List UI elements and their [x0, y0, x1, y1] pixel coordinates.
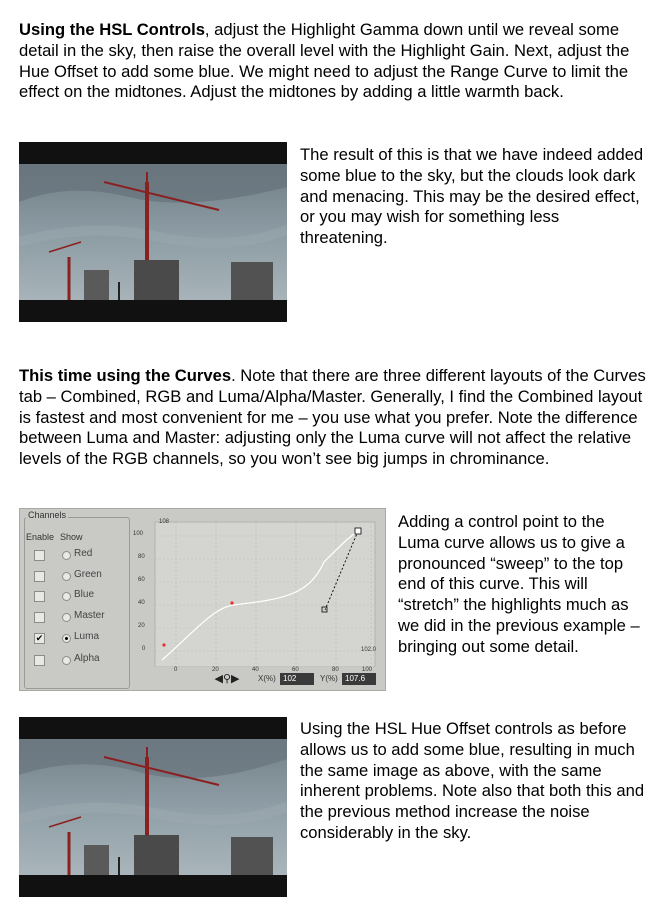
y-tick-0: 0 [142, 646, 146, 652]
x-value-label: X(%) [258, 674, 276, 683]
channel-label-blue: Blue [74, 589, 95, 600]
graph-right-marker: 102.0 [361, 647, 377, 653]
y-value-field[interactable]: 107.6 [342, 673, 376, 685]
show-radio-green[interactable] [62, 572, 71, 581]
channel-label-red: Red [74, 548, 93, 559]
x-tick-0: 0 [174, 667, 178, 673]
x-tick-20: 20 [212, 667, 219, 673]
enable-checkbox-alpha[interactable] [34, 655, 45, 666]
show-radio-alpha[interactable] [62, 656, 71, 665]
x-tick-60: 60 [292, 667, 299, 673]
enable-checkbox-blue[interactable] [34, 591, 45, 602]
show-radio-luma[interactable] [62, 634, 71, 643]
enable-checkbox-master[interactable] [34, 612, 45, 623]
channel-row-master [20, 609, 128, 627]
show-radio-master[interactable] [62, 613, 71, 622]
x-tick-80: 80 [332, 667, 339, 673]
y-tick-80: 80 [138, 554, 145, 560]
channel-row-red [20, 547, 128, 565]
x-tick-100: 100 [362, 667, 373, 673]
luma-curve-graph[interactable] [134, 517, 379, 667]
paragraph-hsl-text: , adjust the Highlight Gamma down until we reveal some detail in the sky, then raise the overall level with the Highlight Gain. Next, adjust the Hue Offset to add some blue. We might need to adjust the Range Curve to limit the effect on the midtones. Adjust the midtones by adding a little warmth back. [19, 20, 630, 102]
channels-group-title: Channels [28, 510, 67, 520]
y-tick-100: 100 [133, 531, 144, 537]
paragraph-hsl-controls [19, 20, 649, 103]
enable-checkbox-green[interactable] [34, 571, 45, 582]
caption-hsl-hue-offset: Using the HSL Hue Offset controls as before allows us to add some blue, resulting in much the same image as above, with the same inherent problems. Note also that both this and the previous method increase the noise considerably in the sky. [300, 719, 645, 842]
channel-label-master: Master [74, 610, 105, 621]
channel-row-blue [20, 588, 128, 606]
show-radio-blue[interactable] [62, 592, 71, 601]
heading-curves: This time using the Curves [19, 366, 232, 385]
enable-checkbox-red[interactable] [34, 550, 45, 561]
point-navigator-icon[interactable]: ◀⚲▶ [214, 673, 240, 685]
channel-label-alpha: Alpha [74, 653, 100, 664]
graph-top-marker: 108 [159, 519, 170, 525]
crane-photo-1 [19, 142, 287, 322]
channel-label-luma: Luma [74, 631, 100, 642]
y-tick-20: 20 [138, 623, 145, 629]
x-value-field[interactable]: 102 [280, 673, 314, 685]
y-tick-40: 40 [138, 600, 145, 606]
caption-luma-curve: Adding a control point to the Luma curve allows us to give a pronounced “sweep” to the top end of this curve. This will “stretch” the highlights much as we did in the previous example – bringing out some detail. [398, 512, 640, 656]
y-tick-60: 60 [138, 577, 145, 583]
channel-label-green: Green [74, 569, 102, 580]
channel-row-luma [20, 630, 128, 648]
paragraph-curves-text: . Note that there are three different layouts of the Curves tab – Combined, RGB and Luma/Alpha/Master. Generally, I find the Combined layout is fastest and most convenient for me – you use what you prefer. Note the difference between Luma and Master: adjusting only the Luma curve will not affect the relative levels of the RGB channels, so you won’t see big jumps in chrominance. [19, 366, 646, 469]
crane-photo-2 [19, 717, 287, 897]
caption-result-dark-clouds: The result of this is that we have indeed added some blue to the sky, but the clouds look dark and menacing. This may be the desired effect, or you may wish for something less threatening. [300, 145, 644, 248]
col-enable-label: Enable [26, 532, 55, 542]
channel-row-green [20, 568, 128, 586]
channel-row-alpha [20, 652, 128, 670]
col-show-label: Show [60, 532, 83, 542]
paragraph-curves [19, 366, 649, 470]
enable-checkbox-luma[interactable]: ✔ [35, 633, 44, 643]
x-tick-40: 40 [252, 667, 259, 673]
curves-panel [19, 508, 386, 691]
y-value-label: Y(%) [320, 674, 338, 683]
show-radio-red[interactable] [62, 551, 71, 560]
heading-hsl-controls: Using the HSL Controls [19, 20, 205, 39]
